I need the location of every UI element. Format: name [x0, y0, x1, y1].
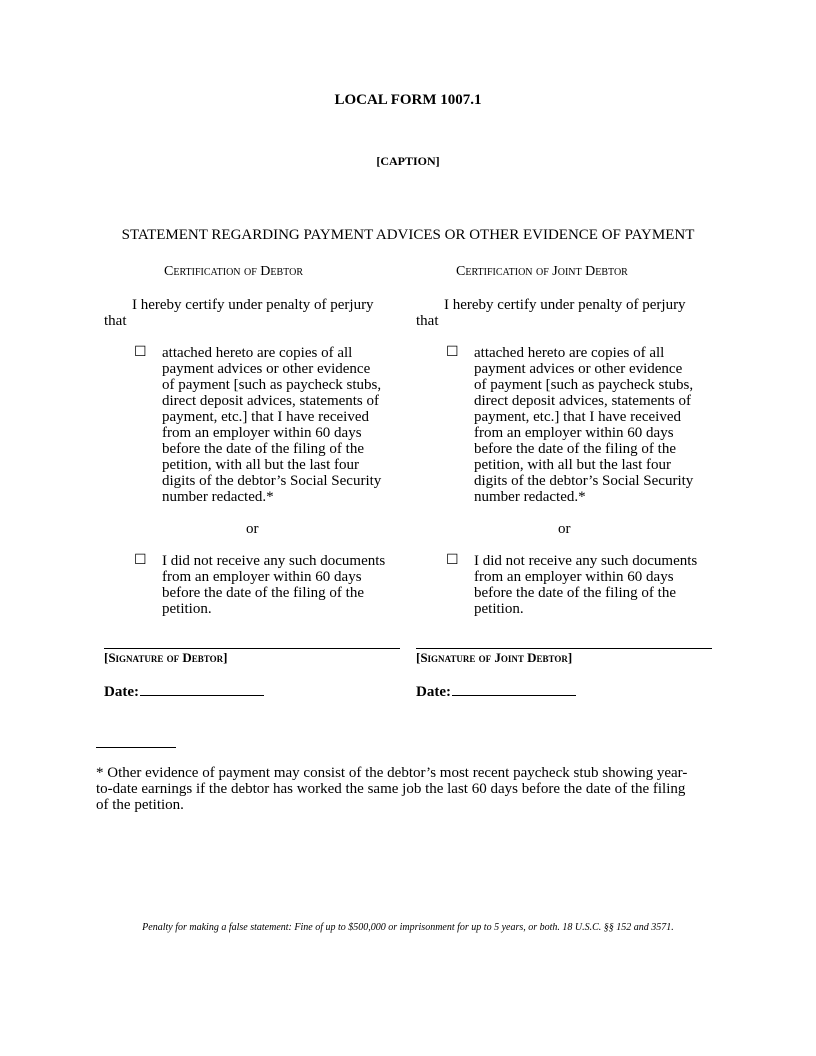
- joint-debtor-date-field: [416, 681, 576, 701]
- debtor-option-none-checkbox[interactable]: ☐: [134, 553, 147, 568]
- joint-debtor-certify-line1: I hereby certify under penalty of perjury: [444, 297, 686, 313]
- debtor-certify-statement: [104, 297, 404, 329]
- text-line: number redacted.*: [474, 489, 586, 505]
- text-line: payment advices or other evidence: [474, 361, 683, 377]
- text-line: petition.: [474, 601, 524, 617]
- joint-debtor-date-blank[interactable]: [452, 681, 576, 696]
- joint-debtor-option-none-checkbox[interactable]: ☐: [446, 553, 459, 568]
- joint-debtor-or-label: or: [558, 521, 571, 537]
- footnote-line: of the petition.: [96, 797, 184, 813]
- joint-debtor-certify-statement: [416, 297, 716, 329]
- debtor-date-field: [104, 681, 264, 701]
- debtor-date-label: Date:: [104, 684, 139, 700]
- text-line: from an employer within 60 days: [474, 569, 674, 585]
- text-line: before the date of the filing of the: [162, 441, 365, 457]
- statement-title: STATEMENT REGARDING PAYMENT ADVICES OR OTHER EVIDENCE OF PAYMENT: [121, 227, 695, 243]
- text-line: before the date of the filing of the: [474, 585, 677, 601]
- footnote-line: to-date earnings if the debtor has worked the same job the last 60 days before the date of the filing: [96, 781, 686, 797]
- text-line: from an employer within 60 days: [474, 425, 674, 441]
- text-line: payment, etc.] that I have received: [162, 409, 369, 425]
- debtor-option-attached-text: [162, 345, 412, 505]
- debtor-signature-line[interactable]: [104, 648, 400, 649]
- debtor-signature-label: [Signature of Debtor]: [104, 650, 228, 665]
- text-line: before the date of the filing of the: [474, 441, 677, 457]
- text-line: of payment [such as paycheck stubs,: [474, 377, 694, 393]
- text-line: payment advices or other evidence: [162, 361, 371, 377]
- debtor-option-none-text: [162, 553, 412, 617]
- text-line: from an employer within 60 days: [162, 569, 362, 585]
- text-line: before the date of the filing of the: [162, 585, 365, 601]
- footnote: [96, 765, 722, 813]
- text-line: from an employer within 60 days: [162, 425, 362, 441]
- penalty-notice: Penalty for making a false statement: Fine of up to $500,000 or imprisonment for up to 5 years, or both. 18 U.S.C. §§ 152 and 3571.: [142, 922, 674, 933]
- text-line: payment, etc.] that I have received: [474, 409, 681, 425]
- text-line: number redacted.*: [162, 489, 274, 505]
- text-line: attached hereto are copies of all: [162, 345, 353, 361]
- debtor-or-label: or: [246, 521, 259, 537]
- form-title: LOCAL FORM 1007.1: [334, 92, 482, 108]
- text-line: direct deposit advices, statements of: [162, 393, 380, 409]
- footnote-line: * Other evidence of payment may consist of the debtor’s most recent paycheck stub showing year-: [96, 765, 688, 781]
- debtor-certify-line2: that: [104, 313, 127, 329]
- joint-debtor-signature-label: [Signature of Joint Debtor]: [416, 650, 573, 665]
- debtor-heading: Certification of Debtor: [164, 264, 304, 279]
- text-line: of payment [such as paycheck stubs,: [162, 377, 382, 393]
- joint-debtor-option-attached-text: [474, 345, 724, 505]
- debtor-certify-line1: I hereby certify under penalty of perjury: [132, 297, 374, 313]
- joint-debtor-certify-line2: that: [416, 313, 439, 329]
- joint-debtor-signature-line[interactable]: [416, 648, 712, 649]
- text-line: petition, with all but the last four: [162, 457, 360, 473]
- debtor-option-attached-checkbox[interactable]: ☐: [134, 345, 147, 360]
- text-line: attached hereto are copies of all: [474, 345, 665, 361]
- joint-debtor-option-none-text: [474, 553, 724, 617]
- text-line: digits of the debtor’s Social Security: [474, 473, 694, 489]
- text-line: petition.: [162, 601, 212, 617]
- text-line: petition, with all but the last four: [474, 457, 672, 473]
- text-line: I did not receive any such documents: [474, 553, 698, 569]
- text-line: direct deposit advices, statements of: [474, 393, 692, 409]
- caption-placeholder: [CAPTION]: [376, 154, 440, 168]
- text-line: digits of the debtor’s Social Security: [162, 473, 382, 489]
- debtor-date-blank[interactable]: [140, 681, 264, 696]
- text-line: I did not receive any such documents: [162, 553, 386, 569]
- joint-debtor-option-attached-checkbox[interactable]: ☐: [446, 345, 459, 360]
- joint-debtor-date-label: Date:: [416, 684, 451, 700]
- joint-debtor-heading: Certification of Joint Debtor: [456, 264, 628, 279]
- footnote-separator: [96, 747, 176, 748]
